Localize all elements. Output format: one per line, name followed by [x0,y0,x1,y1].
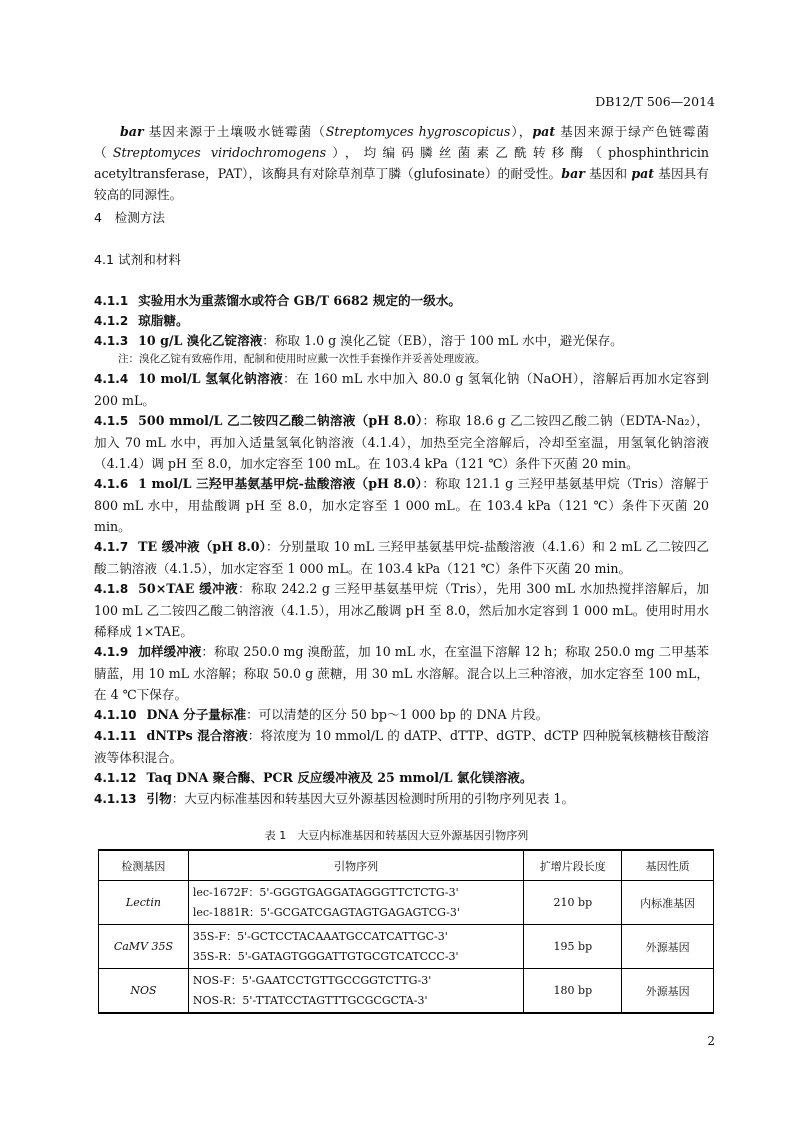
col-header-type: 基因性质 [622,850,714,881]
primer-forward: 35S-F：5'-GCTCCTACAAATGCCATCATTGC-3' [192,929,448,943]
gene-bar-2: bar [561,166,585,181]
intro-text-6: 基因具有较高的同源性。 [94,166,709,202]
note-ethidium: 注：溴化乙锭有致癌作用，配制和使用时应戴一次性手套操作并妥善处理废液。 [118,353,486,365]
item-4-1-1: 4.1.1 实验用水为重蒸馏水或符合 GB/T 6682 规定的一级水。 [94,293,462,308]
table-caption: 表 1 大豆内标准基因和转基因大豆外源基因引物序列 [264,829,529,842]
table-row [99,881,714,925]
item-4-1-6: 4.1.6 1 mol/L 三羟甲基氨基甲烷-盐酸溶液（pH 8.0）：称取 121.1 g 三羟甲基氨基甲烷（Tris）溶解于 800 mL 水中，用盐酸调 pH 至 8.0，加水定容至 1 000 mL。在 103.4 kPa（121 ℃）条件下灭菌 20 min。 [94,476,709,534]
gene-pat: pat [532,124,556,139]
species-viridochromogens: Streptomyces viridochromogens [112,145,327,160]
intro-text-3: 基因来源于绿产色链霉菌（ [94,124,709,160]
item-4-1-2: 4.1.2 琼脂糖。 [94,313,189,328]
item-4-1-10: 4.1.10 DNA 分子量标准：可以清楚的区分 50 bp～1 000 bp 的 DNA 片段。 [94,707,549,722]
cell-type: 外源基因 [622,969,714,1014]
gene-pat-2: pat [631,166,655,181]
cell-length: 210 bp [524,881,622,925]
cell-gene: NOS [99,969,189,1014]
primer-forward: NOS-F：5'-GAATCCTGTTGCCGGTCTTG-3' [192,973,432,987]
item-4-1-7: 4.1.7 TE 缓冲液（pH 8.0）：分别量取 10 mL 三羟甲基氨基甲烷-盐酸溶液（4.1.6）和 2 mL 乙二铵四乙酸二钠溶液（4.1.5），加水定容至 1 000 mL。在 103.4 kPa（121 ℃）条件下灭菌 20 min。 [94,539,709,576]
item-4-1-4: 4.1.4 10 mol/L 氢氧化钠溶液：在 160 mL 水中加入 80.0 g 氢氧化钠（NaOH），溶解后再加水定容到 200 mL。 [94,371,709,408]
intro-text-5: 基因和 [584,166,632,181]
cell-gene: Lectin [99,881,189,925]
cell-gene: CaMV 35S [99,925,189,969]
cell-length: 180 bp [524,969,622,1014]
primer-reverse: lec-1881R：5'-GCGATCGAGTAGTGAGAGTCG-3' [192,905,460,919]
item-4-1-9: 4.1.9 加样缓冲液：称取 250.0 mg 溴酚蓝，加 10 mL 水，在室温下溶解 12 h；称取 250.0 mg 二甲基苯腈蓝，用 10 mL 水溶解；称取 50.0 g 蔗糖，用 30 mL 水溶解。混合以上三种溶液，加水定容至 100 mL，在 4 ℃下保存。 [94,644,709,702]
document-id-header: DB12/T 506—2014 [595,94,715,109]
primer-forward: lec-1672F：5'-GGGTGAGGATAGGGTTCTCTG-3' [192,885,459,899]
col-header-gene: 检测基因 [99,850,189,881]
table-header-row [99,850,714,881]
cell-type: 内标准基因 [622,881,714,925]
gene-bar: bar [120,124,144,139]
primer-table [98,849,714,1014]
page-number: 2 [707,1034,715,1048]
species-hygroscopicus: Streptomyces hygroscopicus [325,124,511,139]
item-4-1-12: 4.1.12 Taq DNA 聚合酶、PCR 反应缓冲液及 25 mmol/L 氯化镁溶液。 [94,770,533,785]
cell-length: 195 bp [524,925,622,969]
primer-reverse: 35S-R：5'-GATAGTGGGATTGTGCGTCATCCC-3' [192,949,459,963]
table-row [99,969,714,1014]
intro-text-4: ），均编码膦丝菌素乙酰转移酶（phosphinthricin acetyltransferase，PAT），该酶具有对除草剂草丁膦（glufosinate）的耐受性。 [94,145,710,181]
intro-paragraph [94,121,709,205]
cell-primers [188,969,524,1014]
cell-primers [188,925,524,969]
table-row [99,925,714,969]
item-4-1-13: 4.1.13 引物：大豆内标准基因和转基因大豆外源基因检测时所用的引物序列见表 1。 [94,791,575,806]
item-4-1-11: 4.1.11 dNTPs 混合溶液：将浓度为 10 mmol/L 的 dATP、dTTP、dGTP、dCTP 四种脱氧核糖核苷酸溶液等体积混合。 [94,728,709,765]
item-4-1-8: 4.1.8 50×TAE 缓冲液：称取 242.2 g 三羟甲基氨基甲烷（Tris），先用 300 mL 水加热搅拌溶解后，加 100 mL 乙二铵四乙酸二钠溶液（4.1.5），用冰乙酸调 pH 至 8.0，然后加水定容到 1 000 mL。使用时用水稀释成 1×TAE。 [94,581,710,639]
section-4-heading: 4 检测方法 [94,210,165,225]
intro-text-1: 基因来源于土壤吸水链霉菌（ [143,124,326,139]
item-4-1-3: 4.1.3 10 g/L 溴化乙锭溶液：称取 1.0 g 溴化乙锭（EB），溶于 100 mL 水中，避光保存。 [94,333,623,348]
primer-reverse: NOS-R：5'-TTATCCTAGTTTGCGCGCTA-3' [192,993,428,1007]
cell-primers [188,881,524,925]
col-header-length: 扩增片段长度 [524,850,622,881]
cell-type: 外源基因 [622,925,714,969]
item-4-1-5: 4.1.5 500 mmol/L 乙二铵四乙酸二钠溶液（pH 8.0）：称取 18.6 g 乙二铵四乙酸二钠（EDTA-Na₂），加入 70 mL 水中，再加入适量氢氧化钠溶液（4.1.4），加热至完全溶解后，冷却至室温，用氢氧化钠溶液（4.1.4）调 pH 至 8.0，加水定容至 100 mL。在 103.4 kPa（121 ℃）条件下灭菌 20 min。 [94,413,709,471]
col-header-primer: 引物序列 [188,850,524,881]
intro-text-2: ）， [510,124,533,139]
section-4-1-heading: 4.1 试剂和材料 [94,252,182,267]
